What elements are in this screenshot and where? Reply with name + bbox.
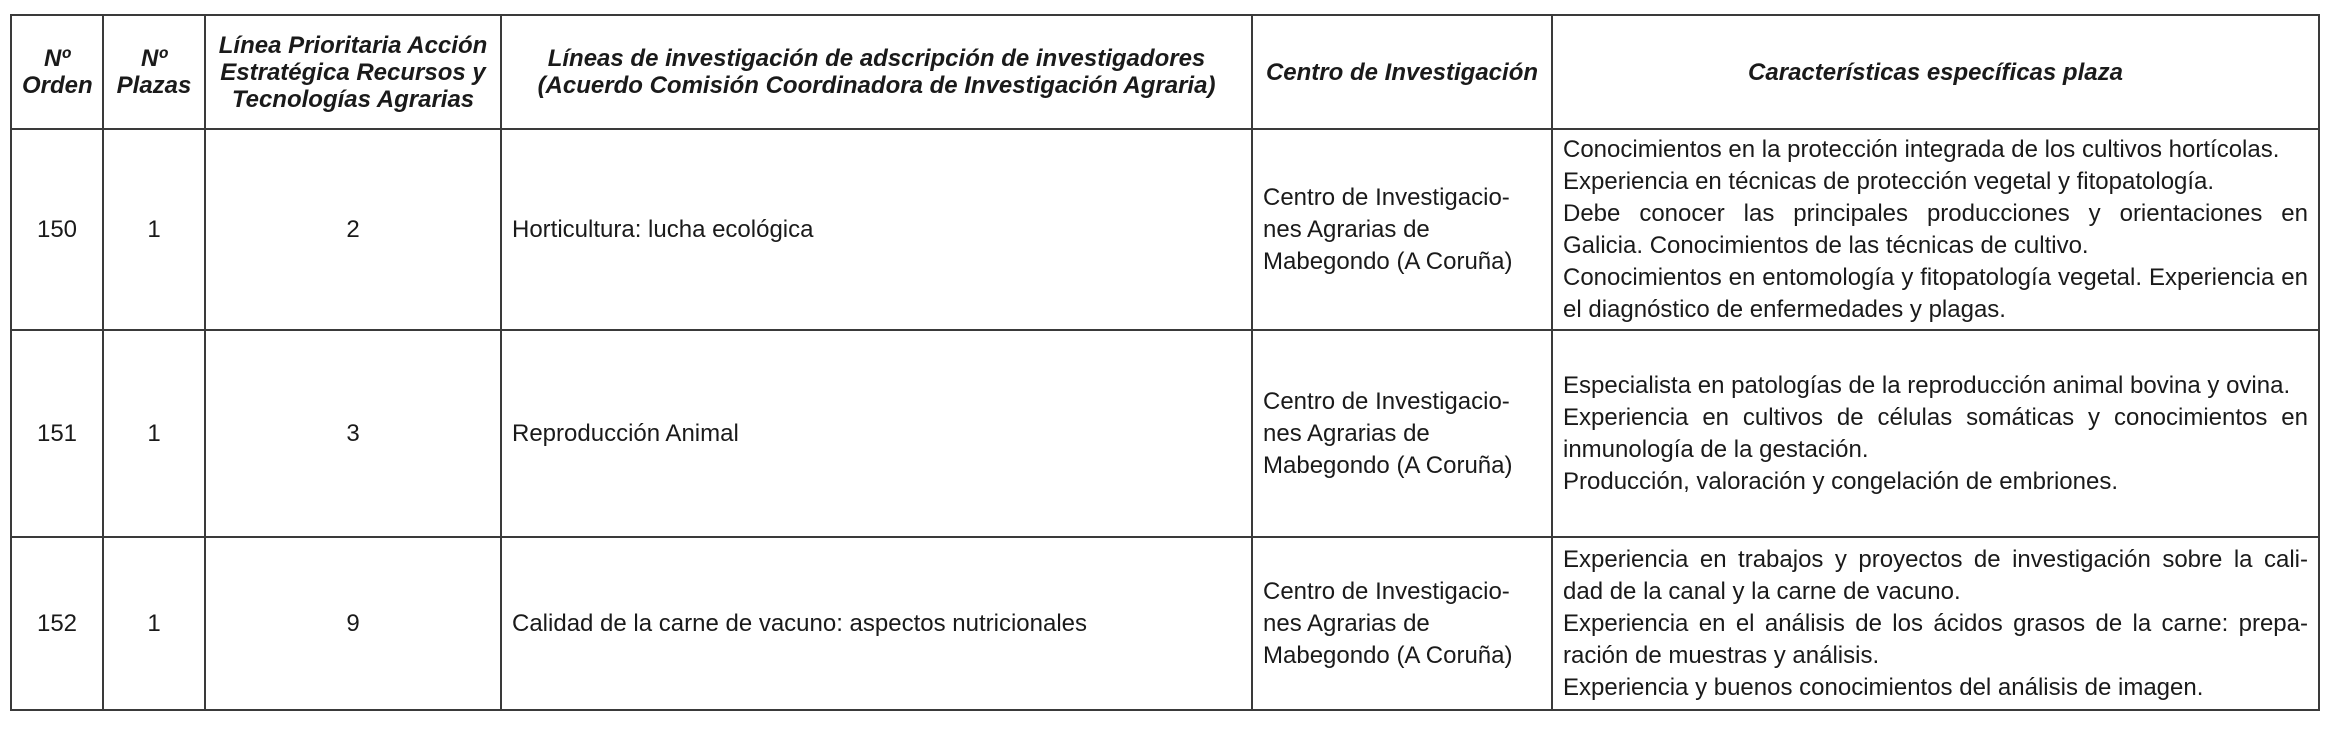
cell-linea-prioritaria: 2 [205, 129, 501, 330]
cell-linea-prioritaria: 3 [205, 330, 501, 537]
cell-plazas: 1 [103, 330, 205, 537]
cell-centro: Centro de Investigacio- nes Agrarias de Mabegondo (A Coruña) [1252, 537, 1552, 710]
caracteristica-text: Experiencia en trabajos y proyectos de investigación sobre la cali- dad de la canal y la carne de vacuno. [1563, 545, 2308, 605]
header-row [11, 15, 2319, 129]
caracteristica-text: Experiencia y buenos conocimientos del análisis de imagen. [1563, 673, 2204, 701]
header-lineas-investigacion: Líneas de investigación de adscripción de investigadores (Acuerdo Comisión Coordinadora de Investigación Agraria) [501, 15, 1252, 129]
caracteristica-text: Conocimientos en la protección integrada de los cultivos hortícolas. [1563, 135, 2280, 163]
cell-orden: 152 [11, 537, 103, 710]
header-caracteristicas: Características específicas plaza [1552, 15, 2319, 129]
cell-caracteristicas [1552, 537, 2319, 710]
cell-linea-investigacion: Horticultura: lucha ecológica [501, 129, 1252, 330]
header-orden: Nº Orden [11, 15, 103, 129]
caracteristica-text: Especialista en patologías de la reproducción animal bovina y ovina. [1563, 371, 2291, 399]
caracteristica-text: Producción, valoración y congelación de embriones. [1563, 467, 2118, 495]
cell-plazas: 1 [103, 129, 205, 330]
caracteristica-text: Conocimientos en entomología y fitopatología vegetal. Experiencia en el diagnóstico de enfermedades y plagas. [1563, 263, 2308, 323]
cell-linea-prioritaria: 9 [205, 537, 501, 710]
cell-orden: 151 [11, 330, 103, 537]
caracteristica-text: Experiencia en cultivos de células somáticas y conocimientos en inmunología de la gestación. [1563, 403, 2308, 463]
table-row [11, 537, 2319, 710]
caracteristica-text: Debe conocer las principales producciones y orientaciones en Galicia. Conocimientos de las técnicas de cultivo. [1563, 199, 2308, 259]
cell-linea-investigacion: Calidad de la carne de vacuno: aspectos nutricionales [501, 537, 1252, 710]
header-linea-prioritaria: Línea Prioritaria Acción Estratégica Recursos y Tecnologías Agrarias [205, 15, 501, 129]
table-row [11, 330, 2319, 537]
header-centro: Centro de Investigación [1252, 15, 1552, 129]
cell-centro: Centro de Investigacio- nes Agrarias de Mabegondo (A Coruña) [1252, 330, 1552, 537]
cell-caracteristicas [1552, 129, 2319, 330]
table-row [11, 129, 2319, 330]
cell-plazas: 1 [103, 537, 205, 710]
header-plazas: Nº Plazas [103, 15, 205, 129]
cell-orden: 150 [11, 129, 103, 330]
plazas-table [10, 14, 2320, 711]
cell-linea-investigacion: Reproducción Animal [501, 330, 1252, 537]
cell-caracteristicas [1552, 330, 2319, 537]
cell-centro: Centro de Investigacio- nes Agrarias de Mabegondo (A Coruña) [1252, 129, 1552, 330]
caracteristica-text: Experiencia en técnicas de protección vegetal y fitopatología. [1563, 167, 2215, 195]
caracteristica-text: Experiencia en el análisis de los ácidos grasos de la carne: prepa- ración de muestras y análisis. [1563, 609, 2308, 669]
